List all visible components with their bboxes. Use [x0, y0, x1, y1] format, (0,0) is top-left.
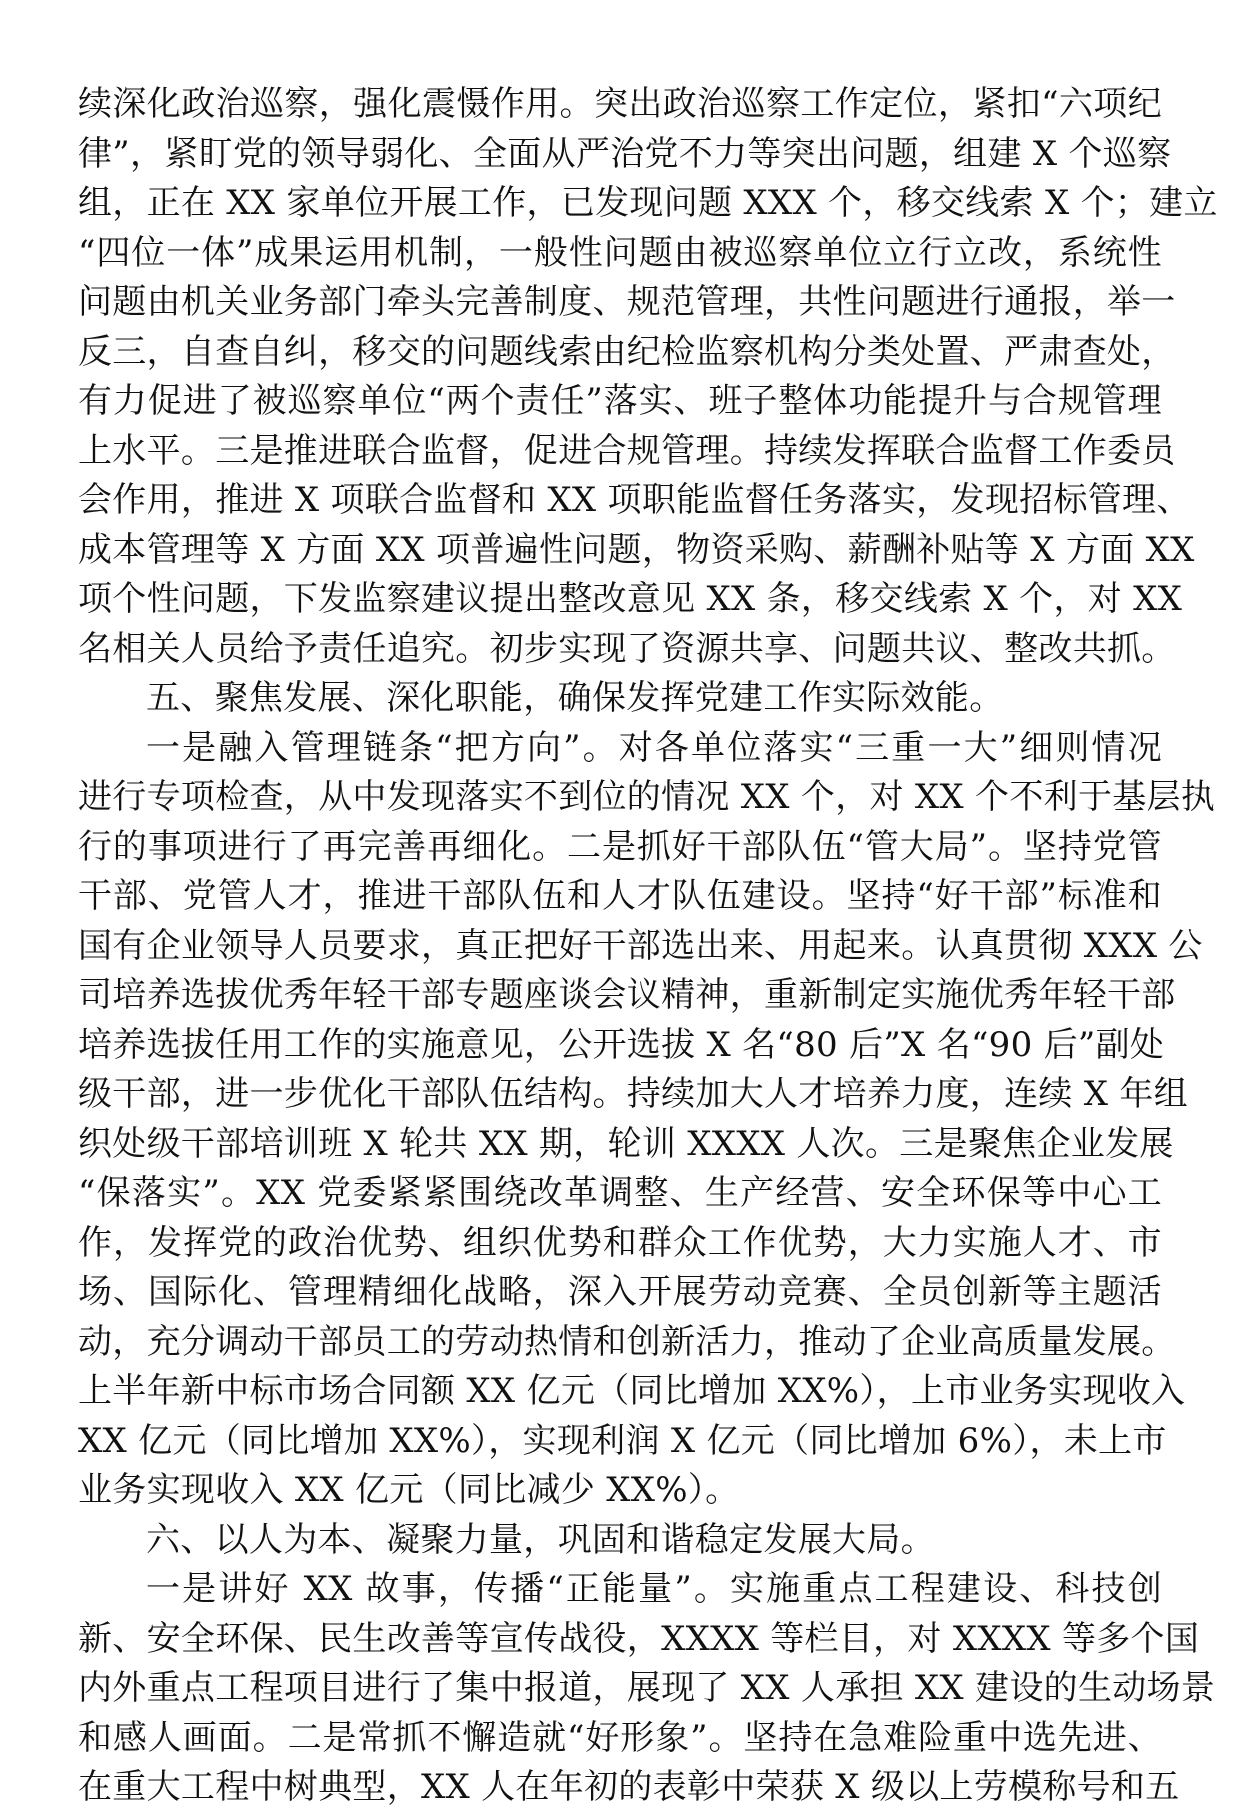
text-line: 成本管理等 X 方面 XX 项普遍性问题，物资采购、薪酬补贴等 X 方面 XX — [78, 529, 1195, 570]
document-page — [78, 80, 1218, 1813]
text-line: 续深化政治巡察，强化震慑作用。突出政治巡察工作定位，紧扣“六项纪 — [78, 84, 1162, 124]
text-line: 上半年新中标市场合同额 XX 亿元（同比增加 XX%），上市业务实现收入 — [78, 1371, 1186, 1411]
text-line: 级干部，进一步优化干部队伍结构。持续加大人才培养力度，连续 X 年组 — [78, 1074, 1189, 1114]
text-line: 作，发挥党的政治优势、组织优势和群众工作优势，大力实施人才、市 — [78, 1222, 1162, 1263]
text-line: 业务实现收入 XX 亿元（同比减少 XX%）。 — [78, 1470, 740, 1510]
text-line: 内外重点工程项目进行了集中报道，展现了 XX 人承担 XX 建设的生动场景 — [78, 1668, 1216, 1708]
text-line: 项个性问题，下发监察建议提出整改意见 XX 条，移交线索 X 个，对 XX — [78, 579, 1183, 619]
text-line: 国有企业领导人员要求，真正把好干部选出来、用起来。认真贯彻 XXX 公 — [78, 925, 1203, 966]
text-line: 新、安全环保、民生改善等宣传战役，XXXX 等栏目，对 XXXX 等多个国 — [78, 1618, 1200, 1659]
section-heading-5 — [78, 674, 1162, 724]
text-line: 组，正在 XX 家单位开展工作，已发现问题 XXX 个，移交线索 X 个；建立 — [78, 183, 1218, 223]
text-line: 动，充分调动干部员工的劳动热情和创新活力，推动了企业高质量发展。 — [78, 1321, 1176, 1362]
section-heading-6 — [78, 1516, 1162, 1566]
text-line: 和感人画面。二是常抓不懈造就“好形象”。坚持在急难险重中选先进、 — [78, 1717, 1162, 1758]
text-line: 问题由机关业务部门牵头完善制度、规范管理，共性问题进行通报，举一 — [78, 282, 1176, 322]
text-line: 司培养选拔优秀年轻干部专题座谈会议精神，重新制定实施优秀年轻干部 — [78, 975, 1176, 1015]
text-line: 在重大工程中树典型，XX 人在年初的表彰中荣获 X 级以上劳模称号和五 — [78, 1767, 1180, 1807]
text-line: “保落实”。XX 党委紧紧围绕改革调整、生产经营、安全环保等中心工 — [78, 1173, 1162, 1213]
text-line: 培养选拔任用工作的实施意见，公开选拔 X 名“80 后”X 名“90 后”副处 — [78, 1024, 1165, 1065]
text-line: 有力促进了被巡察单位“两个责任”落实、班子整体功能提升与合规管理 — [78, 381, 1162, 421]
text-line: 一是讲好 XX 故事，传播“正能量”。实施重点工程建设、科技创 — [146, 1569, 1162, 1609]
heading-text: 五、聚焦发展、深化职能，确保发挥党建工作实际效能。 — [146, 678, 1004, 718]
text-line: 织处级干部培训班 X 轮共 XX 期，轮训 XXXX 人次。三是聚焦企业发展 — [78, 1123, 1174, 1164]
text-line: 干部、党管人才，推进干部队伍和人才队伍建设。坚持“好干部”标准和 — [78, 876, 1162, 916]
text-line: XX 亿元（同比增加 XX%），实现利润 X 亿元（同比增加 6%），未上市 — [78, 1420, 1167, 1461]
text-line: 进行专项检查，从中发现落实不到位的情况 XX 个，对 XX 个不利于基层执 — [78, 777, 1216, 817]
text-line: 一是融入管理链条“把方向”。对各单位落实“三重一大”细则情况 — [146, 727, 1162, 768]
paragraph-people — [78, 1565, 1216, 1813]
text-line: 名相关人员给予责任追究。初步实现了资源共享、问题共议、整改共抓。 — [78, 628, 1176, 669]
text-line: 行的事项进行了再完善再细化。二是抓好干部队伍“管大局”。坚持党管 — [78, 826, 1162, 867]
text-line: 反三，自查自纠，移交的问题线索由纪检监察机构分类处置、严肃查处， — [78, 331, 1176, 372]
paragraph-development — [78, 724, 1216, 1516]
text-line: 场、国际化、管理精细化战略，深入开展劳动竞赛、全员创新等主题活 — [78, 1272, 1162, 1312]
heading-text: 六、以人为本、凝聚力量，巩固和谐稳定发展大局。 — [146, 1519, 935, 1560]
text-line: 律”，紧盯党的领导弱化、全面从严治党不力等突出问题，组建 X 个巡察 — [78, 133, 1172, 174]
text-line: 上水平。三是推进联合监督，促进合规管理。持续发挥联合监督工作委员 — [78, 430, 1176, 471]
text-line: 会作用，推进 X 项联合监督和 XX 项职能监督任务落实，发现招标管理、 — [78, 480, 1191, 520]
paragraph-inspection — [78, 80, 1218, 674]
text-line: “四位一体”成果运用机制，一般性问题由被巡察单位立行立改，系统性 — [78, 232, 1162, 273]
